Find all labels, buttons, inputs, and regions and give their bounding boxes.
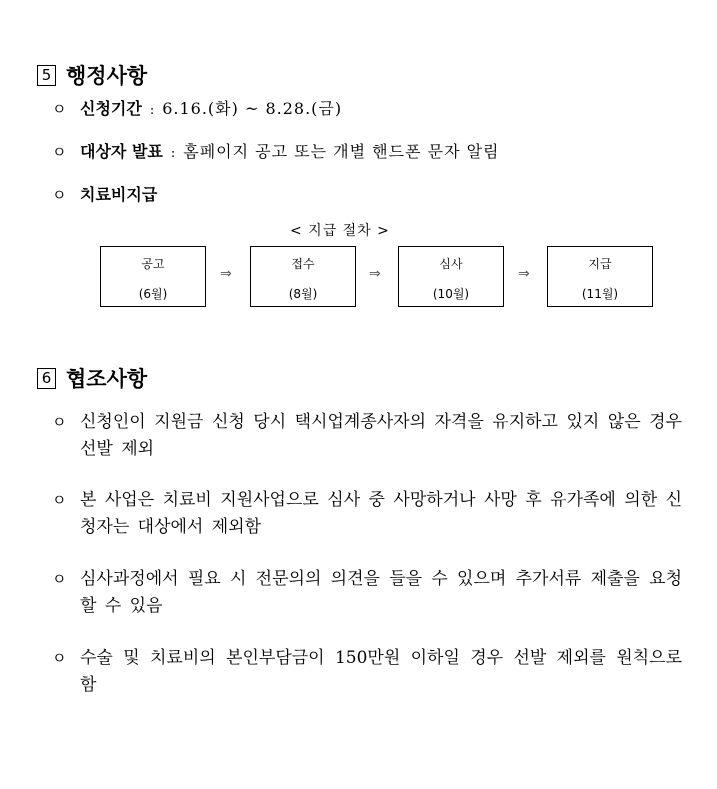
cooperation-text: 수술 및 치료비의 본인부담금이 150만원 이하일 경우 선발 제외를 원칙으로 함 bbox=[80, 648, 682, 695]
process-step-announcement bbox=[100, 246, 206, 307]
process-step-month: (10월) bbox=[432, 287, 470, 301]
right-arrow-icon: ⇒ bbox=[220, 266, 232, 282]
process-step-name: 접수 bbox=[291, 257, 315, 271]
process-step-name: 지급 bbox=[588, 257, 612, 271]
process-step-name: 심사 bbox=[439, 257, 463, 271]
process-step-month: (11월) bbox=[581, 287, 619, 301]
bullet-icon: ㅇ bbox=[52, 186, 67, 204]
payment-item bbox=[52, 182, 157, 205]
cooperation-text: 본 사업은 치료비 지원사업으로 심사 중 사망하거나 사망 후 유가족에 의한 신청자는 대상에서 제외함 bbox=[80, 490, 682, 537]
announcement-value: 홈페이지 공고 또는 개별 핸드폰 문자 알림 bbox=[183, 142, 500, 161]
section6-number-box: 6 bbox=[37, 368, 56, 389]
bullet-icon: ㅇ bbox=[52, 649, 67, 667]
cooperation-paragraph bbox=[52, 566, 682, 620]
bullet-icon: ㅇ bbox=[52, 100, 67, 118]
payment-label: 치료비지급 bbox=[80, 185, 158, 204]
process-title: < 지급 절차 > bbox=[290, 223, 390, 239]
cooperation-text: 신청인이 지원금 신청 당시 택시업계종사자의 자격을 유지하고 있지 않은 경우 선발 제외 bbox=[80, 412, 682, 459]
process-step-review bbox=[398, 246, 504, 307]
section6-heading bbox=[37, 363, 147, 393]
bullet-icon: ㅇ bbox=[52, 143, 67, 161]
section5-heading bbox=[37, 60, 147, 90]
announcement-item bbox=[52, 139, 500, 162]
process-step-name: 공고 bbox=[141, 257, 165, 271]
process-step-month: (6월) bbox=[138, 287, 168, 301]
application-period-label: 신청기간 bbox=[80, 99, 142, 118]
announcement-label: 대상자 발표 bbox=[80, 142, 163, 161]
section6-title: 협조사항 bbox=[66, 367, 148, 391]
application-period-value: 6.16.(화) ~ 8.28.(금) bbox=[162, 99, 343, 118]
process-step-month: (8월) bbox=[288, 287, 318, 301]
right-arrow-icon: ⇒ bbox=[518, 266, 530, 282]
cooperation-paragraph bbox=[52, 409, 682, 463]
process-step-reception bbox=[250, 246, 356, 307]
bullet-icon: ㅇ bbox=[52, 491, 67, 509]
cooperation-paragraph bbox=[52, 487, 682, 541]
colon-separator: : bbox=[170, 146, 176, 161]
bullet-icon: ㅇ bbox=[52, 570, 67, 588]
section5-number-box: 5 bbox=[37, 65, 56, 86]
process-step-payment bbox=[547, 246, 653, 307]
cooperation-text: 심사과정에서 필요 시 전문의의 의견을 들을 수 있으며 추가서류 제출을 요청할 수 있음 bbox=[80, 569, 682, 616]
section5-title: 행정사항 bbox=[66, 64, 148, 88]
colon-separator: : bbox=[149, 103, 155, 118]
right-arrow-icon: ⇒ bbox=[369, 266, 381, 282]
application-period-item bbox=[52, 96, 342, 119]
cooperation-paragraph bbox=[52, 645, 682, 699]
bullet-icon: ㅇ bbox=[52, 413, 67, 431]
